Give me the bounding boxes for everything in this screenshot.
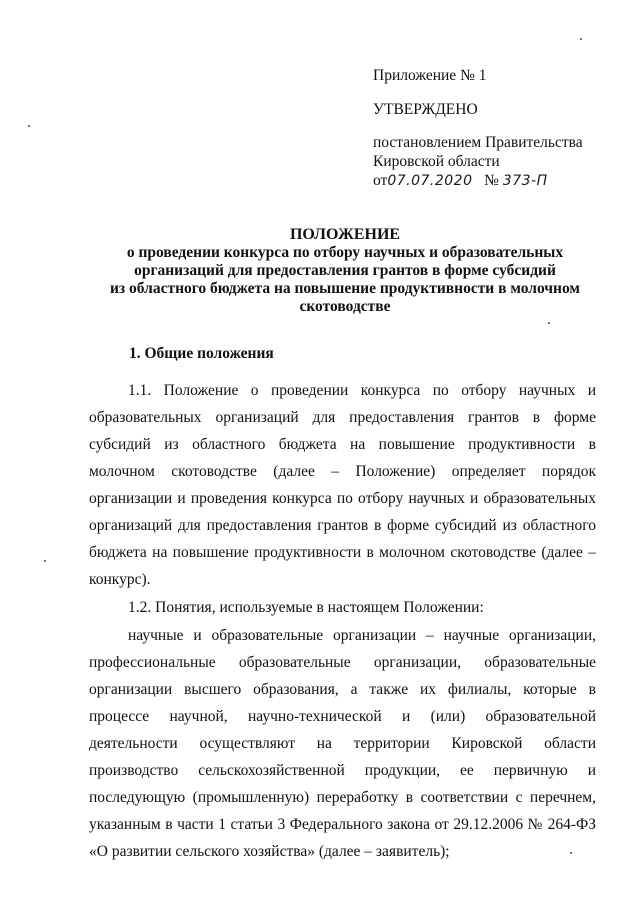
- scan-speck: [44, 560, 46, 562]
- body-text: [89, 377, 596, 865]
- decree-line-2: Кировской области: [373, 153, 500, 170]
- title-line-1: о проведении конкурса по отбору научных и образовательных: [126, 244, 564, 261]
- decree-line-1: постановлением Правительства: [373, 134, 583, 151]
- scan-speck: [28, 125, 30, 127]
- appendix-label: Приложение № 1: [373, 67, 487, 84]
- number-prefix: №: [484, 172, 499, 189]
- approval-block: [373, 66, 623, 191]
- title-line-2: организаций для предоставления грантов в форме субсидий: [134, 262, 556, 279]
- scan-speck: [548, 322, 550, 324]
- scan-speck: [570, 852, 572, 854]
- approved-label: УТВЕРЖДЕНО: [373, 101, 478, 118]
- title-main: ПОЛОЖЕНИЕ: [289, 226, 401, 243]
- handwritten-date: 07.07.2020: [387, 173, 473, 189]
- date-prefix: от: [373, 172, 388, 189]
- decree-date-line: [373, 171, 623, 191]
- scan-speck: [580, 38, 582, 40]
- section-heading: 1. Общие положения: [129, 345, 274, 362]
- paragraph-definition: научные и образовательные организации – научные организации, профессиональные образовательные организации, образовательные организации высшего образования, а также их филиалы, которые в процессе научной, научно-технической и (или) образовательной деятельности осуществляют на территории Кировской области производство сельскохозяйственной продукции, ее первичную и последующую (промышленную) переработку в соответствии с перечнем, указанным в части 1 статьи 3 Федерального закона от 29.12.2006 № 264-ФЗ «О развитии сельского хозяйства» (далее – заявитель);: [89, 627, 596, 860]
- document-title: [90, 226, 600, 316]
- paragraph-1-1: 1.1. Положение о проведении конкурса по отбору научных и образовательных организаций для предоставления грантов в форме субсидий из областного бюджета на повышение продуктивности в молочном скотоводстве (далее – Положение) определяет порядок организации и проведения конкурса по отбору научных и образовательных организаций для предоставления грантов в форме субсидий из областного бюджета на повышение продуктивности в молочном скотоводстве (далее – конкурс).: [89, 382, 596, 588]
- paragraph-1-2: 1.2. Понятия, используемые в настоящем Положении:: [128, 599, 484, 616]
- handwritten-number: 373-П: [502, 173, 548, 189]
- title-line-4: скотоводстве: [299, 298, 391, 315]
- title-line-3: из областного бюджета на повышение продуктивности в молочном: [110, 280, 580, 297]
